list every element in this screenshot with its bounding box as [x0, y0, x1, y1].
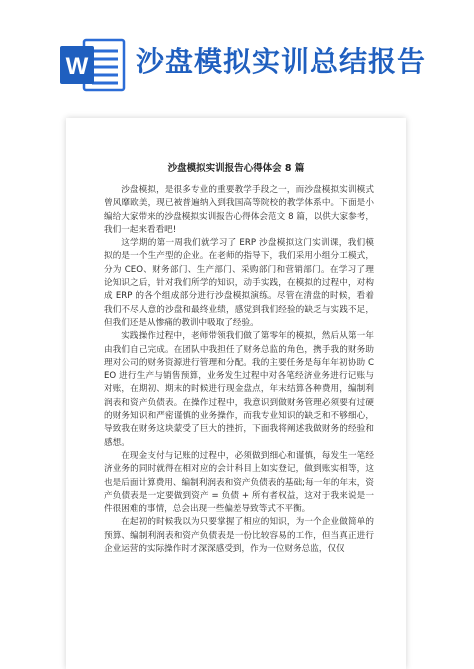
document-page: [66, 118, 406, 669]
word-icon-letter: W: [65, 53, 89, 80]
word-document-icon: [58, 36, 128, 94]
paragraph: 在起初的时候我以为只要掌握了相应的知识，为一个企业做简单的预算、编制利润表和资产负债表是一份比较容易的工作，但当真正进行企业运营的实际操作时才深深感受到，作为一位财务总监，仅仅: [104, 517, 374, 555]
page-fade-overlay: [66, 599, 406, 669]
paragraph: 在现金支付与记账的过程中，必须做到细心和谨慎，每发生一笔经济业务的同时就得在相对应的会计科目上如实登记，做到账实相等，这也是后面计算费用、编制利润表和资产负债表的基础;每一年的年末，资产负债表是一定要做到资产 = 负债 + 所有者权益，这对于我来说是一件很困难的事情，总会出现一些偏差导致等式不平衡。: [104, 450, 374, 515]
paragraph: 沙盘模拟，是很多专业的重要教学手段之一，而沙盘模拟实训模式曾风靡欧美，现已被普遍纳入到我国高等院校的教学体系中。下面是小编给大家带来的沙盘模拟实训报告心得体会范文 8 篇，以供大家参考，我们一起来看看吧!: [104, 185, 374, 235]
paragraph: 实践操作过程中，老师带领我们做了第零年的模拟，然后从第一年由我们自己完成。在团队中我担任了财务总监的角色，携手我的财务助理对公司的财务资源进行管理和分配。我的主要任务是每年年初协助 CEO 进行生产与销售预算，业务发生过程中对各笔经济业务进行记账与对账，在期初、期末的时候进行现金盘点，年末结算各种费用，编制利润表和资产负债表。在操作过程中，我意识到做财务管理必须要有过硬的财务知识和严密谨慎的业务操作，而我专业知识的缺乏和不够细心，导致我在财务这块蒙受了巨大的挫折，下面我将阐述我做财务的经验和感想。: [104, 331, 374, 448]
document-body: [104, 184, 374, 556]
document-banner: [0, 0, 474, 118]
document-title: 沙盘模拟实训报告心得体会 8 篇: [167, 163, 305, 174]
paragraph: 这学期的第一周我们就学习了 ERP 沙盘模拟这门实训课，我们模拟的是一个生产型的企业。在老师的指导下，我们采用小组分工模式，分为 CEO、财务部门、生产部门、采购部门和营销部门。在学习了理论知识之后，针对我们所学的知识，动手实践，在模拟的过程中，对构成 ERP 的各个组成部分进行沙盘模拟演练。尽管在清盘的时候，看着我们不尽人意的沙盘和最终业绩，感觉到我们经验的缺乏与实践不足，但我们还是从惨痛的教训中吸取了经验。: [104, 238, 374, 328]
banner-title: 沙盘模拟实训总结报告: [136, 45, 427, 78]
